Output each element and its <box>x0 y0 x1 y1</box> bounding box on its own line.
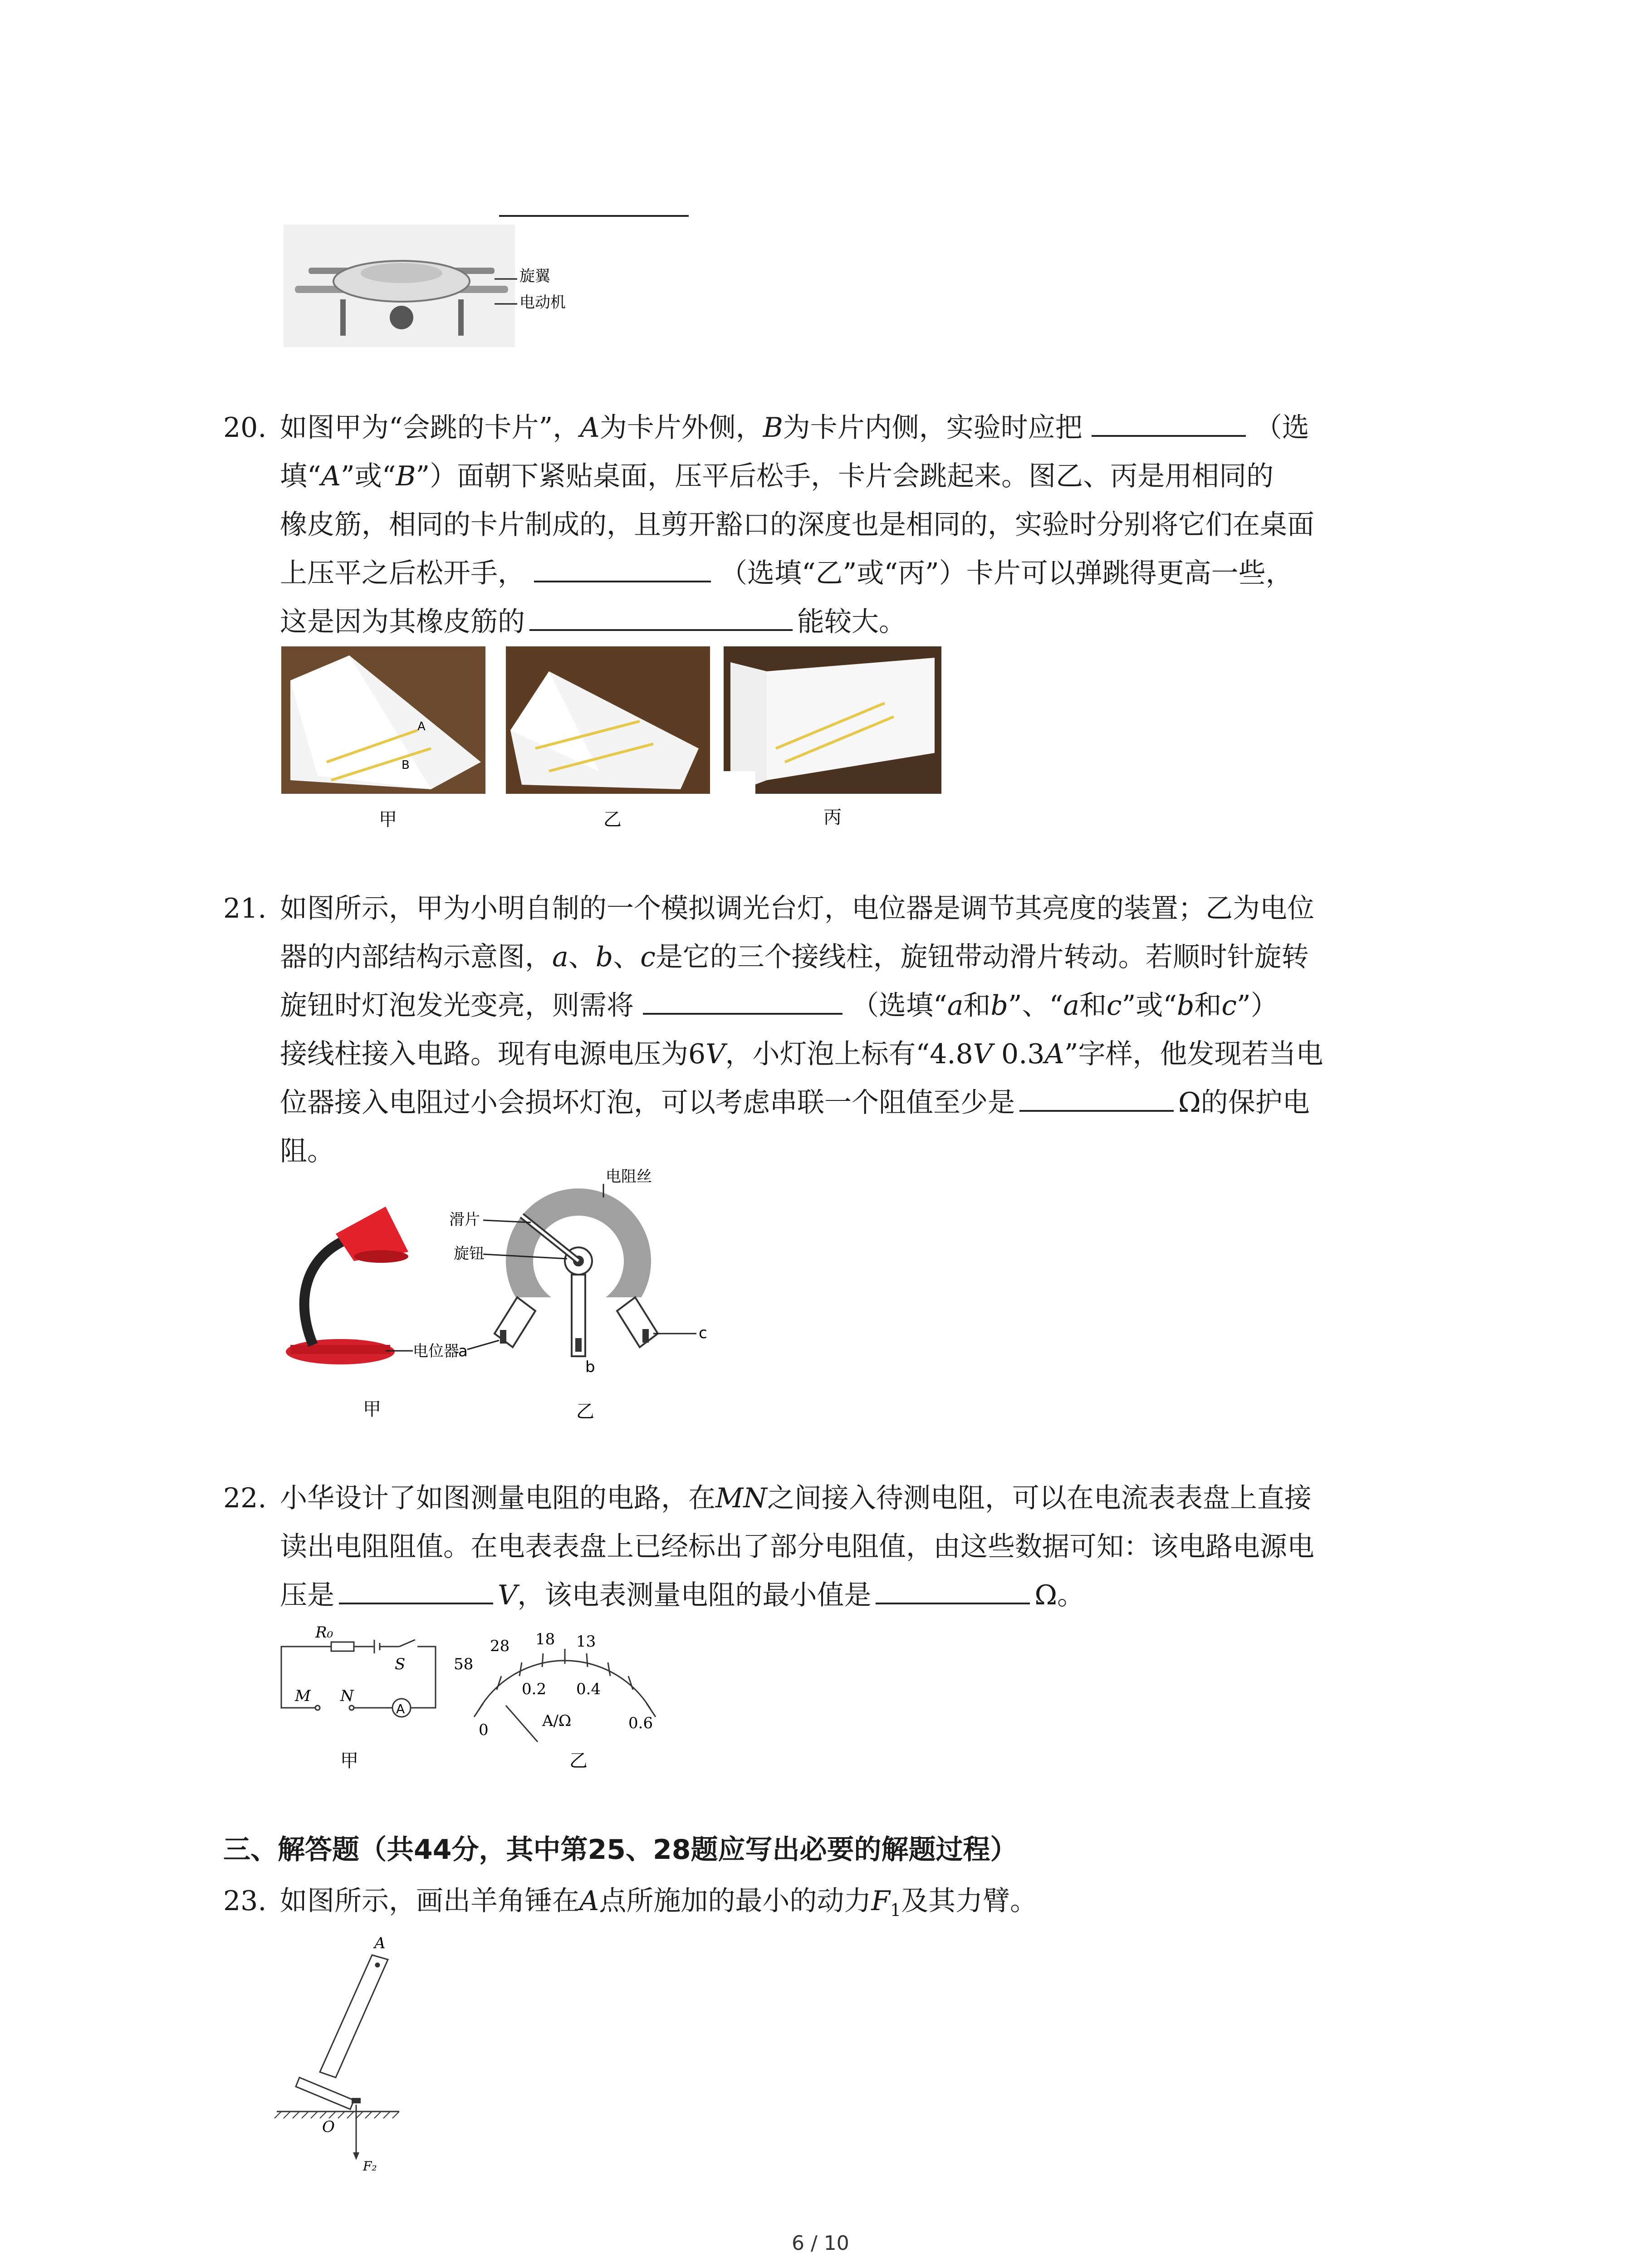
drone-figure <box>281 222 608 349</box>
ohmmeter-figure <box>272 1615 699 1787</box>
caption-yi: 乙 <box>576 1401 594 1422</box>
meter-i-label-0.4: 0.4 <box>576 1680 601 1698</box>
card-label-b: B <box>402 758 410 772</box>
section-heading: 三、解答题（共44分，其中第25、28题应写出必要的解题过程） <box>223 1834 1018 1866</box>
answer-blank[interactable] <box>339 1574 493 1604</box>
circuit-diagram <box>281 1640 436 1717</box>
label-potentiometer: 电位器 <box>413 1342 459 1360</box>
answer-blank[interactable] <box>1092 406 1246 437</box>
meter-i-label-0.2: 0.2 <box>522 1680 547 1698</box>
potentiometer-figure <box>277 1166 730 1429</box>
force-f2-label: F₂ <box>363 2159 377 2174</box>
circuit-label-n: N <box>340 1687 354 1705</box>
question-number: 23. <box>223 1885 267 1917</box>
meter-unit-label: A/Ω <box>542 1712 572 1730</box>
claw-hammer-figure <box>272 1928 454 2177</box>
page: 旋翼 电动机 20. 如图甲为“会跳的卡片”，A为卡片外侧，B为卡片内侧，实验时应把 （选 填“A”或“B”）面朝下紧贴桌面，压平后松手，卡片会跳起来。图乙、丙是用相同的 橡皮筋，相同的卡片制成的，且剪开豁口的深度也是相同的，实验时分别将它们在桌面 上压平之后松开手， （选填“乙”或“丙”）卡片可以弹跳得更高一些， 这是因为其橡皮筋的 能较大。 A B 甲 乙 丙 21. 如图所示，甲为小明自制的一个模拟调光台灯，电位器是调节其亮度的装置；乙为电位 器的内部结构示意图，a、b、c是它的三个接线柱，旋钮带动滑片转动。若顺时针旋转 旋钮时灯泡发光变亮，则需将 （选填“a和b”、“a和c”或“b和c”） 接线柱接入电路。现有电源电压为6V，小灯泡上标有“4.8V 0.3A”字样，他发现若当电 位器接入电阻过小会损坏灯泡，可以考虑串联一个阻值至少是 Ω的保护电 阻。 电位器 甲 电阻丝 滑片 旋钮 a b c 乙 22. 小华设计了如图测量电阻的电路，在MN之间接入待测电阻，可以在电流表表盘上直接 读出电阻阻值。在电表表盘上已经标出了部分电阻值，由这些数据可知：该电路电源电 压是 V，该电表测量电阻的最小值是 Ω。 R₀ S M N A 甲 58 28 18 13 0 0.2 0.4 0.6 A/Ω 乙 三、解答题（共44分，其中第25、28题应写出必要的解题过程） 23. 如图所示，画出羊角锤在A点所施加的最小的动力$F_1$及其力臂。 A O F₂ 6 / 10 <box>0 0 1641 2268</box>
drone-motor-label: 电动机 <box>519 293 566 312</box>
point-o-label: O <box>322 2118 335 2136</box>
card-photo-jia <box>281 646 485 794</box>
caption-bing: 丙 <box>823 807 842 828</box>
terminal-b-label: b <box>585 1358 595 1376</box>
caption-jia: 甲 <box>363 1399 381 1420</box>
card-photo-yi <box>506 646 710 794</box>
label-resistance-wire: 电阻丝 <box>606 1168 652 1186</box>
card-photo-bing <box>724 646 941 794</box>
caption-yi: 乙 <box>569 1750 588 1771</box>
answer-blank[interactable] <box>534 552 711 582</box>
answer-blank[interactable] <box>876 1574 1030 1604</box>
meter-r-label-13: 13 <box>576 1633 596 1651</box>
meter-r-label-18: 18 <box>535 1630 555 1648</box>
terminal-c-label: c <box>699 1324 707 1342</box>
question-number: 20. <box>223 412 267 444</box>
meter-dial <box>454 1630 656 1742</box>
circuit-label-m: M <box>295 1687 311 1705</box>
meter-i-label-0: 0 <box>479 1721 489 1739</box>
meter-r-label-28: 28 <box>490 1637 510 1655</box>
circuit-label-r0: R₀ <box>315 1623 333 1642</box>
desk-lamp-icon <box>286 1207 408 1364</box>
terminal-a-label: a <box>458 1342 468 1360</box>
ground-hatch <box>274 2112 399 2118</box>
hammer-icon <box>296 1955 388 2109</box>
card-photos <box>281 644 948 844</box>
meter-i-label-0.6: 0.6 <box>628 1714 653 1732</box>
circuit-label-s: S <box>395 1655 406 1673</box>
caption-jia: 甲 <box>340 1750 358 1771</box>
card-label-a: A <box>417 720 426 733</box>
point-a-label: A <box>374 1934 386 1952</box>
question-number: 22. <box>223 1482 267 1514</box>
question-number: 21. <box>223 893 267 924</box>
caption-jia: 甲 <box>379 809 397 830</box>
ammeter-icon: A <box>396 1701 405 1716</box>
answer-blank[interactable] <box>1019 1081 1174 1112</box>
meter-r-label-58: 58 <box>454 1655 474 1673</box>
potentiometer-diagram <box>495 1188 658 1356</box>
label-knob: 旋钮 <box>454 1245 485 1263</box>
pivot-nail <box>352 2098 361 2103</box>
answer-blank[interactable] <box>529 600 793 631</box>
page-number: 6 / 10 <box>792 2232 849 2255</box>
answer-blank[interactable] <box>643 984 843 1015</box>
label-slider: 滑片 <box>449 1211 480 1229</box>
drone-rotor-label: 旋翼 <box>519 267 550 285</box>
caption-yi: 乙 <box>603 809 622 830</box>
answer-blank-top <box>499 215 689 217</box>
